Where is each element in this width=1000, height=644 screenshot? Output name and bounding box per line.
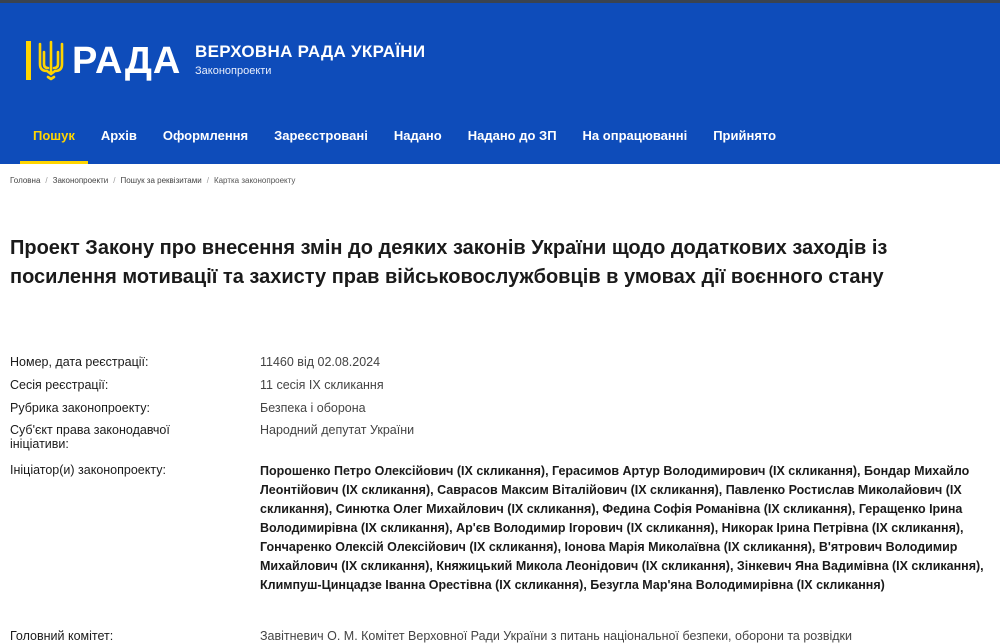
detail-label: Ініціатор(и) законопроекту: <box>10 463 166 477</box>
breadcrumb-separator: / <box>206 176 209 185</box>
detail-row-subject <box>10 423 995 463</box>
detail-row-initiators <box>10 463 995 629</box>
site-header <box>0 0 1000 164</box>
detail-value: Безпека і оборона <box>260 401 366 415</box>
detail-row-registration <box>10 355 995 378</box>
bill-details <box>10 355 995 644</box>
detail-value: 11 сесія IX скликання <box>260 378 384 392</box>
detail-value: Народний депутат України <box>260 423 415 437</box>
nav-item-in-progress[interactable]: На опрацюванні <box>582 128 688 143</box>
nav-item-adopted[interactable]: Прийнято <box>713 128 777 143</box>
main-nav <box>20 110 789 164</box>
nav-item-drafting[interactable]: Оформлення <box>162 128 249 143</box>
breadcrumb-search[interactable]: Пошук за реквізитами <box>120 176 202 185</box>
breadcrumb-home[interactable]: Головна <box>10 176 41 185</box>
breadcrumb <box>10 176 295 185</box>
detail-label: Сесія реєстрації: <box>10 378 109 392</box>
detail-row-session <box>10 378 995 401</box>
site-subtitle: Законопроекти <box>195 65 272 77</box>
detail-value: 11460 від 02.08.2024 <box>260 355 381 369</box>
detail-row-committee <box>10 629 995 644</box>
detail-label: Рубрика законопроекту: <box>10 401 150 415</box>
nav-item-registered[interactable]: Зареєстровані <box>274 128 368 143</box>
detail-label: Номер, дата реєстрації: <box>10 355 149 369</box>
nav-item-archive[interactable]: Архів <box>100 128 137 143</box>
trident-icon <box>37 40 65 81</box>
breadcrumb-current: Картка законопроекту <box>213 176 296 185</box>
page-title: Проект Закону про внесення змін до деяких законів України щодо додаткових заходів із посилення мотивації та захисту прав військовослужбовців в умовах дії воєнного стану <box>10 237 888 288</box>
detail-value-initiators: Порошенко Петро Олексійович (IX скликання), Герасимов Артур Володимирович (IX скликання), Бондар Михайло Леонтійович (IX скликання), Савраcов Максим Віталійович (IX скликання), Павленко Ростислав Миколайович (IX скликання), Синютка Олег Михайлович (IX скликання), Федина Софія Романівна (IX скликання), Геращенко Ірина Володимирівна (IX скликання), Ар'єв Володимир Ігорович (IX скликання), Никорак Ірина Петрівна (IX скликання), Гончаренко Олексій Олексійович (IX скликання), Іонова Марія Миколаївна (IX скликання), В'ятрович Володимир Михайлович (IX скликання), Княжицький Микола Леонідович (IX скликання), Зінкевич Яна Вадимівна (IX скликання), Климпуш-Цинцадзе Іванна Орестівна (IX скликання), Безугла Мар'яна Володимирівна (IX скликання) <box>260 464 984 592</box>
detail-label: Суб'єкт права законодавчої ініціативи: <box>10 423 170 451</box>
detail-label: Головний комітет: <box>10 629 114 643</box>
breadcrumb-bills[interactable]: Законопроекти <box>52 176 109 185</box>
site-title: ВЕРХОВНА РАДА УКРАЇНИ <box>195 42 426 61</box>
top-border <box>0 0 1000 3</box>
detail-value: Завітневич О. М. Комітет Верховної Ради України з питань національної безпеки, оборони та розвідки <box>260 629 852 643</box>
logo-yellow-bar <box>26 41 31 80</box>
breadcrumb-separator: / <box>113 176 116 185</box>
breadcrumb-separator: / <box>45 176 48 185</box>
nav-item-search[interactable]: Пошук <box>20 110 88 164</box>
site-title-block[interactable] <box>195 42 425 77</box>
logo-wordmark: РАДА <box>72 40 182 82</box>
detail-row-rubric <box>10 401 995 423</box>
nav-item-submitted-zp[interactable]: Надано до ЗП <box>467 128 557 143</box>
nav-item-submitted[interactable]: Надано <box>393 128 442 143</box>
